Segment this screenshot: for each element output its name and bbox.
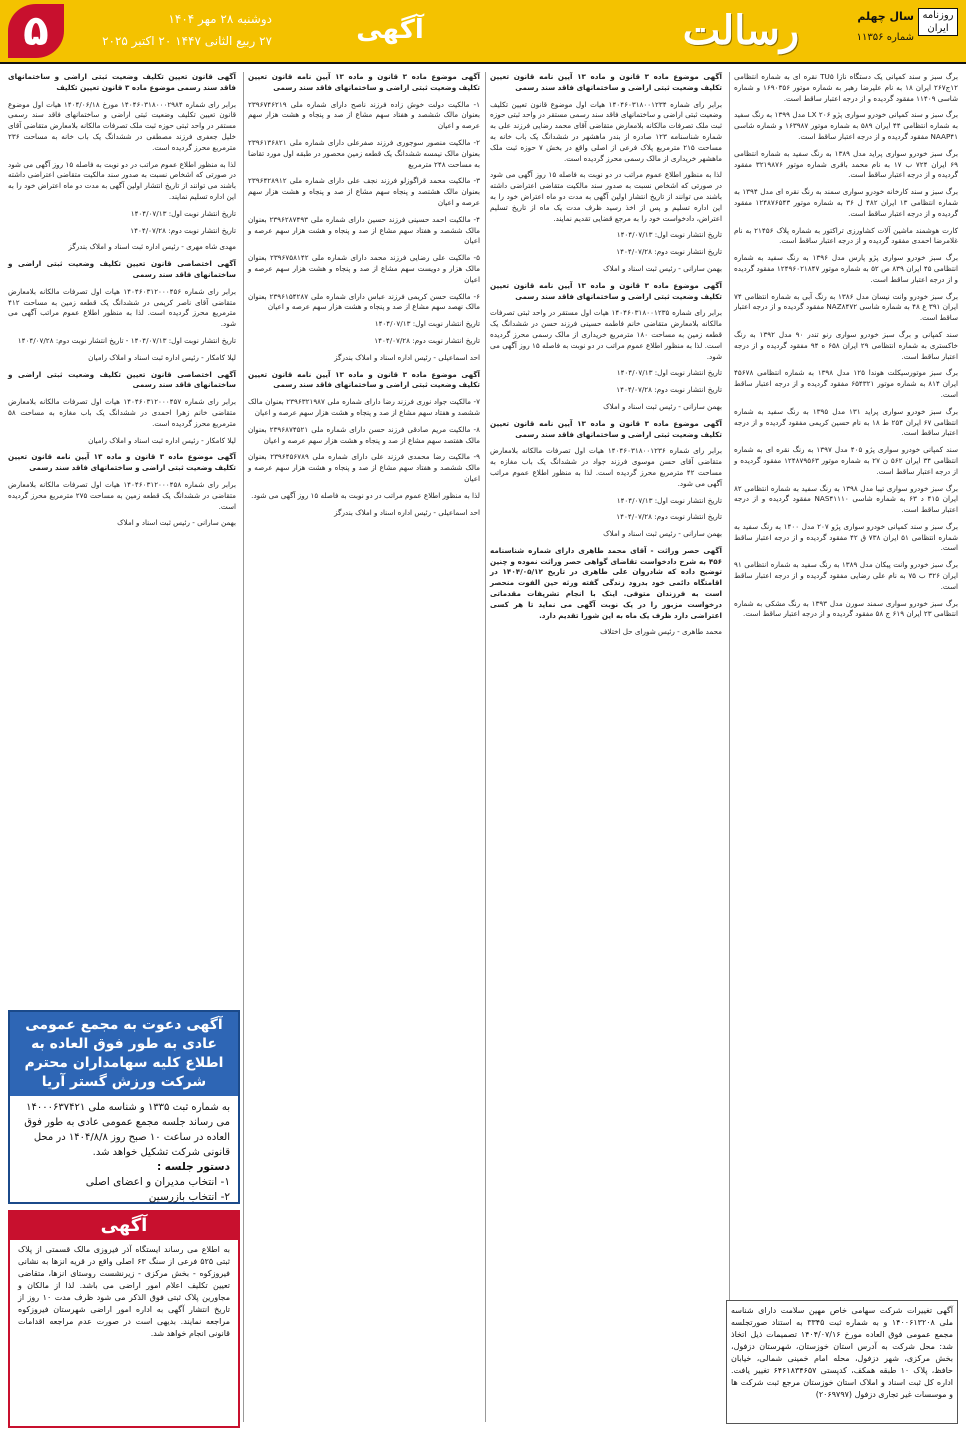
notice-paragraph: کارت هوشمند ماشین آلات کشاورزی تراکتور به شماره پلاک ۲۱۴۵۶ به نام غلامرضا احمدی مفقود گردیده و از درجه اعتبار ساقط است. bbox=[734, 225, 958, 246]
ad-meeting-header: آگهی دعوت به مجمع عمومی عادی به طور فوق العاده به اطلاع کلیه سهامداران محترم شرکت ورزش گستر آریا bbox=[10, 1012, 238, 1096]
notice-paragraph: لذا به منظور اطلاع عموم مراتب در دو نوبت به فاصله ۱۵ روز آگهی می شود در صورتی که اشخاص نسبت به صدور سند مالکیت متقاضی اعتراضی داشته باشند می توانند از تاریخ انتشار اولین آگهی به مدت دو ماه اعتراض خود را به این اداره تسلیم و پس از اخذ رسید ظرف مدت یک ماه از تاریخ تسلیم اعتراض، دادخواست خود را به مرجع قضایی تقدیم نمایند. bbox=[490, 170, 722, 223]
notice-paragraph: لیلا کامکار - رئیس اداره ثبت اسناد و املاک رامیان bbox=[88, 435, 236, 445]
badge-line-1: روزنامه bbox=[922, 10, 954, 21]
notice-paragraph: برگ سبز و سند کارخانه خودرو سواری سمند به رنگ نقره ای مدل ۱۳۹۴ به شماره انتظامی ۱۳ ایران ۴۸۲ ل ۳۶ به شماره موتور ۱۲۴۸۷۶۵۴۳ مفقود گردیده و از درجه اعتبار ساقط است. bbox=[734, 187, 959, 218]
issue-date bbox=[72, 8, 272, 54]
notice-paragraph: برابر رای شماره ۱۴۰۴۶۰۳۱۲۰۰۰۴۵۶ هیات اول تصرفات مالکانه بلامعارض متقاضی آقای ناصر کریمی در ششدانگ یک قطعه زمین به مساحت ۴۱۲ مترمربع محرز گردیده است. لذا به منظور اطلاع عموم مراتب آگهی می شود. bbox=[8, 286, 237, 329]
notice-paragraph: برابر رای شماره ۱۴۰۴۶۰۳۱۸۰۰۰۲۹۸۴ مورخ ۱۴۰۴/۰۶/۱۸ هیات اول موضوع قانون تعیین تکلیف وضعیت ثبتی اراضی و ساختمانهای فاقد سند رسمی مستقر در واحد ثبتی حوزه ثبت ملک تصرفات مالکانه بلامعارض متقاضی آقای خلیل جعفری فرزند مصطفی در ششدانگ یک باب خانه به مساحت ۲۳۶ مترمربع محرز گردیده است. bbox=[8, 99, 236, 152]
notice-paragraph: برگ سبز خودرو سواری پژو پارس مدل ۱۳۹۶ به رنگ سفید به شماره انتظامی ۴۵ ایران ۸۳۹ ص ۵۲ به شماره موتور ۱۲۴۹۶۰۲۱۸۴۷ مفقود گردیده و از درجه اعتبار ساقط است. bbox=[734, 253, 959, 284]
notice-paragraph: سند کمپانی خودرو سواری پژو ۴۰۵ مدل ۱۳۹۷ به رنگ نقره ای به شماره انتظامی ۳۴ ایران ۵۶۲ ن ۲۷ به شماره موتور ۱۲۴۸۷۹۵۶۳ مفقود گردیده و از درجه اعتبار ساقط است. bbox=[734, 445, 958, 476]
column-1 bbox=[734, 72, 958, 1290]
notice-paragraph: برگ سبز و سند کمپانی خودرو سواری پژو LX ۲۰۶ مدل ۱۳۹۹ به رنگ سفید به شماره انتظامی ۴۴ ایران ۵۸۹ به شماره موتور ۱۶۳۹۸۷ و شماره شاسی NAAP۴۱ مفقود گردیده و از درجه اعتبار ساقط است. bbox=[734, 110, 959, 141]
notice-paragraph: آگهی اختصاصی قانون تعیین تکلیف وضعیت ثبتی اراضی و ساختمانهای فاقد سند رسمی bbox=[8, 259, 236, 279]
notice-paragraph: برابر رای شماره ۱۴۰۴۶۰۳۱۲۰۰۰۴۵۸ هیات اول تصرفات مالکانه بلامعارض متقاضی در ششدانگ یک قطعه زمین به مساحت ۲۷۵ مترمربع محرز گردیده است. bbox=[8, 479, 237, 511]
masthead bbox=[0, 0, 966, 64]
notice-paragraph: ۴- مالکیت احمد حسینی فرزند حسین دارای شماره ملی ۲۳۹۶۲۸۷۴۹۳ بعنوان مالک ششصد و هفتاد سهم مشاع از صد و پنجاه و هشت هزار سهم عرصه و اعیان bbox=[248, 214, 480, 246]
ad-meeting-agenda-item: ۱- انتخاب مدیران و اعضای اصلی bbox=[85, 1176, 230, 1188]
notice-paragraph: آگهی موضوع ماده ۳ قانون و ماده ۱۳ آیین نامه قانون تعیین تکلیف وضعیت ثبتی اراضی و ساختمانهای فاقد سند رسمی bbox=[248, 72, 480, 92]
notice-paragraph: برگ سبز و سند کمپانی یک دستگاه نازا TU۵ نقره ای به شماره انتظامی ۱۲ج۲۶۷ ایران ۱۸ به نام علیرضا رهبر به شماره موتور ۱۶۹۰۳۵۶ و شماره شاسی ۱۱۴۰۹ مفقود گردیده و از درجه اعتبار ساقط است. bbox=[734, 72, 959, 103]
notice-paragraph: تاریخ انتشار نوبت اول: ۱۴۰۴/۰۷/۱۳ - تاریخ انتشار نوبت دوم: ۱۴۰۴/۰۷/۲۸ bbox=[17, 335, 236, 345]
column-left bbox=[8, 72, 236, 1002]
notice-paragraph: برگ سبز خودرو سواری پراید مدل ۱۳۸۹ به رنگ سفید به شماره انتظامی ۶۹ ایران ۷۲۴ ب ۱۷ به نام محمد باقری شماره موتور ۳۲۱۹۸۷۶ مفقود گردیده و از درجه اعتبار ساقط است. bbox=[734, 148, 959, 180]
notice-paragraph: بهمن سارانی - رئیس ثبت اسناد و املاک bbox=[603, 529, 722, 539]
notice-ad-title: آگهی bbox=[10, 1212, 238, 1240]
column-divider bbox=[243, 72, 244, 1422]
notice-paragraph: برگ سبز خودرو سواری پراید ۱۳۱ مدل ۱۳۹۵ به رنگ سفید به شماره انتظامی ۶۷ ایران ۲۵۴ ط ۱۸ به نام حسین کریمی مفقود گردیده و از درجه اعتبار ساقط است. bbox=[734, 406, 959, 438]
section-title: آگهی bbox=[356, 15, 424, 45]
notice-paragraph: ۳- مالکیت محمد قراگوزلو فرزند نجف علی دارای شماره ملی ۲۳۹۶۴۲۸۹۱۲ بعنوان مالک هشتصد و پنجاه سهم مشاع از صد و پنجاه و هشت هزار سهم عرصه و اعیان bbox=[248, 176, 480, 207]
notice-paragraph: آگهی موضوع ماده ۳ قانون و ماده ۱۳ آیین نامه قانون تعیین تکلیف وضعیت ثبتی اراضی و ساختمانهای فاقد سند رسمی bbox=[248, 369, 480, 390]
notice-paragraph: تاریخ انتشار نوبت اول: ۱۴۰۴/۰۷/۱۳ bbox=[616, 368, 722, 378]
notice-paragraph: بهمن سارانی - رئیس ثبت اسناد و املاک bbox=[603, 263, 722, 273]
notice-paragraph: برابر رای شماره ۱۴۰۴۶۰۳۱۸۰۰۱۲۳۵ هیات اول مستقر در واحد ثبتی تصرفات مالکانه بلامعارض متقاضی خانم فاطمه حسینی فرزند حسن در ششدانگ یک قطعه زمین به مساحت ۱۸۰ مترمربع خریداری از مالک رسمی محرز گردیده است. لذا به منظور اطلاع عموم مراتب در دو نوبت به فاصله ۱۵ روز آگهی می شود. bbox=[490, 308, 723, 361]
company-change-notice: آگهی تغییرات شرکت سهامی خاص مهین سلامت دارای شناسه ملی ۱۴۰۰۶۱۳۲۰۸ و به شماره ثبت ۳۳۴۵ به استناد صورتجلسه مجمع عمومی فوق العاده مورخ ۱۴۰۴/۰۷/۱۶ تصمیمات ذیل اتخاذ شد: محل شرکت به آدرس استان خوزستان، شهرستان دزفول، بخش مرکزی، شهر دزفول، محله امام خمینی شمالی، خیابان حافظ، پلاک ۱۰ طبقه همکف، کدپستی ۶۴۶۱۸۳۴۶۵۷ تغییر یافت. اداره کل ثبت اسناد و املاک استان خوزستان مرجع ثبت شرکت ها و موسسات غیر تجاری دزفول (۲۰۶۹۷۹۷) bbox=[726, 1300, 958, 1424]
notice-paragraph: برابر رای شماره ۱۴۰۴۶۰۳۱۲۰۰۰۴۵۷ هیات اول تصرفات مالکانه بلامعارض متقاضی خانم زهرا احمدی در ششدانگ یک باب مغازه به مساحت ۵۸ مترمربع محرز گردیده است. bbox=[8, 397, 237, 428]
notice-ad bbox=[8, 1210, 240, 1428]
notice-paragraph: سند کمپانی و برگ سبز خودرو سواری رنو تندر ۹۰ مدل ۱۳۹۲ به رنگ خاکستری به شماره انتظامی ۲۹ ایران ۶۵۸ ه ۹۴ مفقود گردیده و از درجه اعتبار ساقط است. bbox=[734, 329, 959, 361]
notice-paragraph: برگ سبز خودرو وانت نیسان مدل ۱۳۸۶ به رنگ آبی به شماره انتظامی ۷۴ ایران ۳۹۱ ع ۴۸ به شماره شاسی NAZ۸۴۷۲ مفقود گردیده و از درجه اعتبار ساقط است. bbox=[734, 291, 959, 323]
notice-paragraph: ۱- مالکیت دولت خوش زاده فرزند ناصح دارای شماره ملی ۲۳۹۶۷۴۶۲۱۹ بعنوان مالک ششصد و هفتاد سهم مشاع از صد و پنجاه و هشت هزار سهم عرصه و اعیان bbox=[248, 99, 480, 131]
column-divider bbox=[729, 72, 730, 1422]
notice-paragraph: تاریخ انتشار نوبت اول: ۱۴۰۴/۰۷/۱۳ bbox=[616, 495, 722, 505]
ad-meeting-agenda-item: ۲- انتخاب بازرسین bbox=[148, 1191, 230, 1203]
notice-paragraph: برگ سبز خودرو سواری تیبا مدل ۱۳۹۸ به رنگ سفید به شماره انتظامی ۸۲ ایران ۴۱۵ د ۶۳ به شماره شاسی NAS۴۱۱۱۰ مفقود گردیده و از درجه اعتبار ساقط است. bbox=[734, 483, 959, 515]
notice-paragraph: آگهی موضوع ماده ۳ قانون و ماده ۱۳ آیین نامه قانون تعیین تکلیف وضعیت ثبتی اراضی و ساختمانهای فاقد سند رسمی bbox=[490, 280, 722, 301]
notice-paragraph: برگ سبز خودرو سواری سمند سورن مدل ۱۳۹۳ به رنگ مشکی به شماره انتظامی ۲۳ ایران ۶۱۹ ج ۵۸ مفقود گردیده و از درجه اعتبار ساقط است. bbox=[734, 598, 958, 619]
column-divider bbox=[485, 72, 486, 1422]
notice-paragraph: لیلا کامکار - رئیس اداره ثبت اسناد و املاک رامیان bbox=[88, 352, 236, 362]
notice-paragraph: تاریخ انتشار نوبت دوم: ۱۴۰۴/۰۷/۲۸ bbox=[374, 335, 480, 345]
notice-paragraph: برگ سبز و سند کمپانی خودرو سواری پژو ۲۰۷ مدل ۱۴۰۰ به رنگ سفید به شماره انتظامی ۵۱ ایران ۷۳۸ ق ۴۲ مفقود گردیده و از درجه اعتبار ساقط است. bbox=[734, 521, 958, 553]
column-3 bbox=[248, 72, 480, 1424]
notice-paragraph: تاریخ انتشار نوبت دوم: ۱۴۰۴/۰۷/۲۸ bbox=[616, 512, 722, 522]
newspaper-badge bbox=[918, 8, 958, 36]
issue-label: شماره ۱۱۳۵۶ bbox=[856, 32, 914, 43]
page-number: ۵ bbox=[8, 4, 64, 58]
notice-paragraph: ۷- مالکیت جواد نوری فرزند رضا دارای شماره ملی ۲۳۹۶۳۲۱۹۸۷ بعنوان مالک ششصد و هفتاد سهم مشاع از صد و پنجاه و هشت هزار سهم عرصه و اعیان bbox=[248, 397, 480, 417]
notice-paragraph: تاریخ انتشار نوبت اول: ۱۴۰۴/۰۷/۱۳ bbox=[374, 319, 480, 329]
notice-paragraph: برابر رای شماره ۱۴۰۴۶۰۳۱۸۰۰۱۲۳۶ هیات اول تصرفات مالکانه بلامعارض متقاضی آقای حسن موسوی فرزند جواد در ششدانگ یک باب مغازه به مساحت ۴۲ مترمربع محرز گردیده است. لذا به منظور اطلاع عموم مراتب آگهی می شود. bbox=[490, 446, 723, 488]
notice-ad-body: به اطلاع می رساند ایستگاه آذر فیروزی مالک قسمتی از پلاک ثبتی ۵۲۵ فرعی از سنگ ۶۳ اصلی واقع در قریه انزها به نشانی فیروزکوه - بخش مرکزی - زیرنشست روستای انزها، متقاضی تعیین تکلیف اعلام امور اراضی می باشد. لذا از مالکان و مجاورین پلاک ثبتی فوق الذکر می شود ظرف مدت ۱۰ روز از تاریخ انتشار آگهی به اداره امور اراضی شهرستان فیروزکوه مراجعه نمایند. بدیهی است در صورت عدم مراجعه اقدامات قانونی انجام خواهد شد. bbox=[18, 1245, 231, 1338]
notice-paragraph: لذا به منظور اطلاع عموم مراتب در دو نوبت به فاصله ۱۵ روز آگهی می شود در صورتی که اشخاص نسبت به صدور سند مالکیت متقاضی اعتراضی داشته باشند می توانند از تاریخ انتشار اولین آگهی به مدت دو ماه اعتراض خود را به این اداره تسلیم نمایند. bbox=[8, 159, 236, 201]
notice-paragraph: برگ سبز موتورسیکلت هوندا ۱۲۵ مدل ۱۳۹۸ به شماره انتظامی ۴۵۶۷۸ ایران ۸۱۴ به شماره موتور ۶۵۴۳۲۱ مفقود گردیده و از درجه اعتبار ساقط است. bbox=[734, 368, 958, 399]
notice-paragraph: آگهی اختصاصی قانون تعیین تکلیف وضعیت ثبتی اراضی و ساختمانهای فاقد سند رسمی bbox=[8, 369, 236, 390]
column-2 bbox=[490, 72, 722, 1424]
notice-paragraph: بهمن سارانی - رئیس ثبت اسناد و املاک bbox=[603, 401, 722, 411]
notice-paragraph: مهدی شاه مهری - رئیس اداره ثبت اسناد و املاک بندرگز bbox=[68, 242, 236, 252]
notice-paragraph: تاریخ انتشار نوبت دوم: ۱۴۰۴/۰۷/۲۸ bbox=[616, 385, 722, 395]
notice-paragraph: آگهی موضوع ماده ۳ قانون و ماده ۱۳ آیین نامه قانون تعیین تکلیف وضعیت ثبتی اراضی و ساختمانهای فاقد سند رسمی bbox=[490, 418, 722, 439]
notice-paragraph: احد اسماعیلی - رئیس اداره اسناد و املاک بندرگز bbox=[334, 507, 480, 517]
year-label: سال چهلم bbox=[857, 10, 914, 23]
notice-paragraph: تاریخ انتشار نوبت دوم: ۱۴۰۴/۰۷/۲۸ bbox=[616, 247, 722, 257]
date-line-2: ۲۷ ربیع الثانی ۱۴۴۷ ۲۰ اکتبر ۲۰۲۵ bbox=[102, 34, 272, 48]
notice-paragraph: ۵- مالکیت علی رضایی فرزند محمد دارای شماره ملی ۲۳۹۶۷۵۸۱۴۲ بعنوان مالک هزار و دویست سهم مشاع از صد و پنجاه و هشت هزار سهم عرصه و اعیان bbox=[248, 253, 480, 284]
shareholder-meeting-ad bbox=[8, 1010, 240, 1204]
notice-paragraph: آگهی حصر وراثت - آقای محمد طاهری دارای شماره شناسنامه ۴۵۶ به شرح دادخواست تقاضای گواهی حصر وراثت نموده و چنین توضیح داده که شادروان علی طاهری در تاریخ ۱۴۰۴/۰۵/۱۲ در اقامتگاه دائمی خود بدرود زندگی گفته ورثه حین الفوت منحصر است به فرزندان متوفی. اینک با انجام تشریفات مقدماتی درخواست مزبور را در یک نوبت آگهی می نماید تا هر کسی اعتراضی دارد ظرف یک ماه به این شورا تقدیم دارد. bbox=[490, 545, 722, 620]
notice-paragraph: آگهی قانون تعیین تکلیف وضعیت ثبتی اراضی و ساختمانهای فاقد سند رسمی موضوع ماده ۳ قانون تعیین تکلیف bbox=[8, 72, 236, 92]
notice-paragraph: بهمن سارانی - رئیس ثبت اسناد و املاک bbox=[117, 518, 236, 528]
ad-meeting-text: به شماره ثبت ۱۳۳۵ و شناسه ملی ۱۴۰۰۰۶۳۷۴۲۱ می رساند جلسه مجمع عمومی عادی به طور فوق العاده در ساعت ۱۰ صبح روز ۱۴۰۴/۸/۸ در محل قانونی شرکت تشکیل خواهد شد. bbox=[24, 1102, 230, 1158]
notice-paragraph: ۸- مالکیت مریم صادقی فرزند حسن دارای شماره ملی ۲۳۹۶۸۷۴۵۲۱ بعنوان مالک هفتصد سهم مشاع از صد و پنجاه و هشت هزار سهم عرصه و اعیان bbox=[248, 424, 480, 445]
notice-paragraph: تاریخ انتشار نوبت دوم: ۱۴۰۴/۰۷/۲۸ bbox=[130, 225, 236, 235]
ad-meeting-agenda-title: دستور جلسه : bbox=[156, 1161, 230, 1173]
notice-paragraph: ۶- مالکیت حسن کریمی فرزند عباس دارای شماره ملی ۲۳۹۶۱۵۴۲۸۷ بعنوان مالک نهصد سهم مشاع از صد و پنجاه و هشت هزار سهم عرصه و اعیان bbox=[248, 291, 480, 312]
notice-paragraph: آگهی موضوع ماده ۳ قانون و ماده ۱۳ آیین نامه قانون تعیین تکلیف وضعیت ثبتی اراضی و ساختمانهای فاقد سند رسمی bbox=[8, 452, 236, 473]
date-line-1: دوشنبه ۲۸ مهر ۱۴۰۴ bbox=[168, 12, 272, 26]
newspaper-logo: رسالت bbox=[682, 7, 800, 54]
notice-paragraph: ۲- مالکیت منصور سوجوری فرزند صفرعلی دارای شماره ملی ۲۳۹۶۱۳۶۸۲۱ بعنوان مالک نیمسه ششدانگ یک قطعه زمین محصور در طبقه اول مورد تقاضا به مساحت ۲۴۸ مترمربع bbox=[248, 137, 480, 169]
notice-paragraph: لذا به منظور اطلاع عموم مراتب در دو نوبت به فاصله ۱۵ روز آگهی می شود. bbox=[251, 490, 480, 500]
notice-paragraph: محمد طاهری - رئیس شورای حل اختلاف bbox=[600, 627, 722, 637]
notice-paragraph: تاریخ انتشار نوبت اول: ۱۴۰۴/۰۷/۱۳ bbox=[130, 208, 236, 218]
notice-paragraph: برگ سبز خودرو وانت پیکان مدل ۱۳۸۹ به رنگ سفید به شماره انتظامی ۹۱ ایران ۳۲۶ ب ۷۵ به نام علی رضایی مفقود گردیده و از درجه اعتبار ساقط است. bbox=[734, 560, 959, 591]
notice-paragraph: تاریخ انتشار نوبت اول: ۱۴۰۴/۰۷/۱۳ bbox=[616, 230, 722, 240]
notice-paragraph: ۹- مالکیت رضا محمدی فرزند علی دارای شماره ملی ۲۳۹۶۴۵۶۷۸۹ بعنوان مالک ششصد و هفتاد سهم مشاع از صد و پنجاه و هشت هزار سهم عرصه و اعیان bbox=[248, 452, 480, 483]
notice-paragraph: برابر رای شماره ۱۴۰۴۶۰۳۱۸۰۰۱۲۳۴ هیات اول موضوع قانون تعیین تکلیف وضعیت ثبتی اراضی و ساختمانهای فاقد سند رسمی مستقر در واحد ثبتی حوزه ثبت ملک تصرفات مالکانه بلامعارض متقاضی آقای محمد رضایی فرزند علی به شماره شناسنامه ۱۲۳ صادره از بندر ماهشهر در ششدانگ یک باب خانه به مساحت ۲۱۵ مترمربع پلاک فرعی از اصلی واقع در بخش ۷ حوزه ثبت ملک ماهشهر خریداری از مالک رسمی محرز گردیده است. bbox=[490, 99, 723, 163]
badge-line-2: ایران bbox=[927, 23, 949, 34]
notice-paragraph: احد اسماعیلی - رئیس اداره اسناد و املاک بندرگز bbox=[334, 352, 480, 362]
notice-paragraph: آگهی موضوع ماده ۳ قانون و ماده ۱۳ آیین نامه قانون تعیین تکلیف وضعیت ثبتی اراضی و ساختمانهای فاقد سند رسمی bbox=[490, 72, 722, 92]
